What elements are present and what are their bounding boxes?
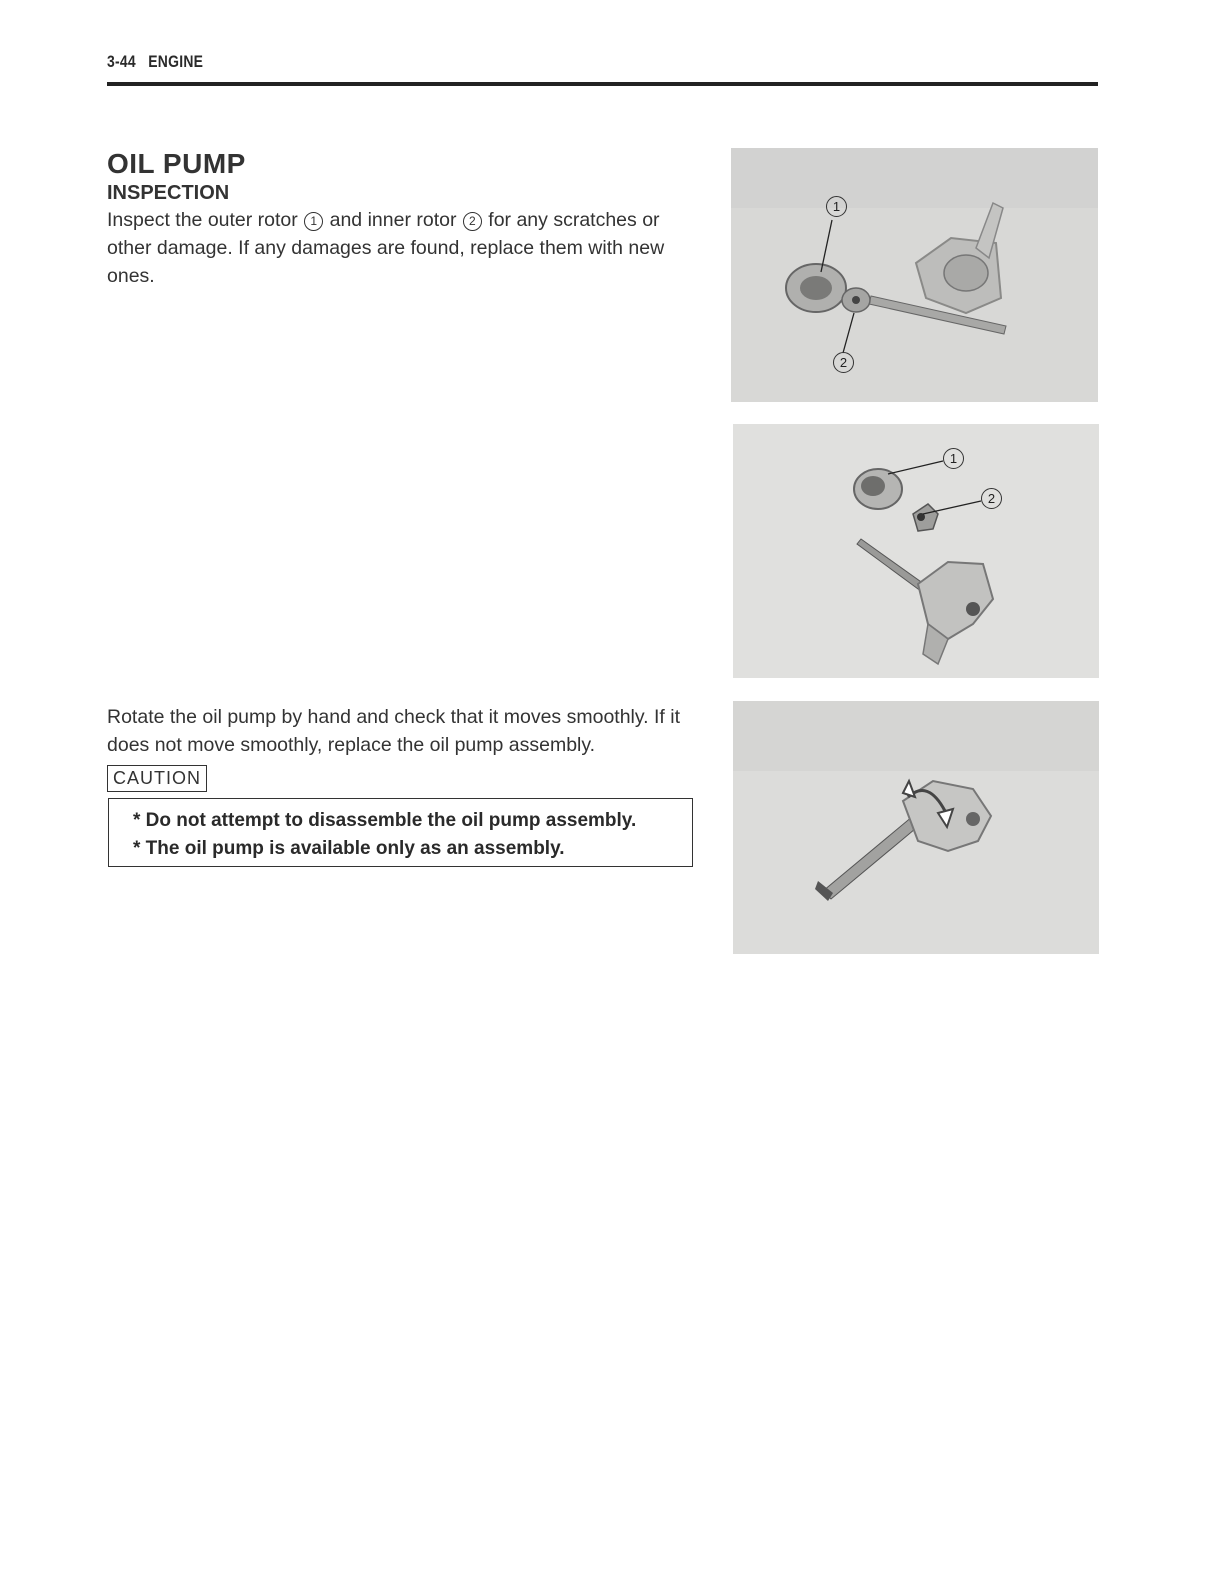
page-number-section — [107, 52, 203, 72]
caution-item: * Do not attempt to disassemble the oil pump assembly. — [133, 810, 637, 831]
photo-pump-parts-illustration — [731, 148, 1098, 402]
photo-pump-parts — [731, 148, 1098, 402]
subsection-title: INSPECTION — [107, 182, 230, 204]
para1-text-b: and inner rotor — [324, 209, 462, 231]
para1-text-a: Inspect the outer rotor — [107, 209, 304, 231]
page-header — [107, 52, 1098, 86]
callout-1-label: 1 — [943, 448, 964, 469]
callout-2-label: 2 — [981, 488, 1002, 509]
callout-2-label: 2 — [833, 352, 854, 373]
caution-label: CAUTION — [107, 765, 207, 792]
photo-pump-rotation-illustration — [733, 701, 1099, 954]
section-title: OIL PUMP — [107, 148, 246, 179]
caution-box — [108, 798, 693, 867]
photo-pump-rotation — [733, 701, 1099, 954]
page-number: 3-44 — [107, 52, 136, 71]
callout-ref-1: 1 — [304, 212, 323, 231]
callout-1-label: 1 — [826, 196, 847, 217]
inspection-paragraph — [107, 206, 707, 290]
rotation-paragraph: Rotate the oil pump by hand and check that it moves smoothly. If it does not move smoothly, replace the oil pump assembly. — [107, 706, 681, 756]
para1-text-c: for any scratches or other damage. If any damages are found, replace them with new ones. — [107, 209, 665, 287]
caution-item: * The oil pump is available only as an assembly. — [133, 838, 565, 859]
header-section: ENGINE — [148, 52, 204, 71]
photo-pump-exploded-illustration — [733, 424, 1099, 678]
callout-ref-2: 2 — [463, 212, 482, 231]
photo-pump-exploded — [733, 424, 1099, 678]
